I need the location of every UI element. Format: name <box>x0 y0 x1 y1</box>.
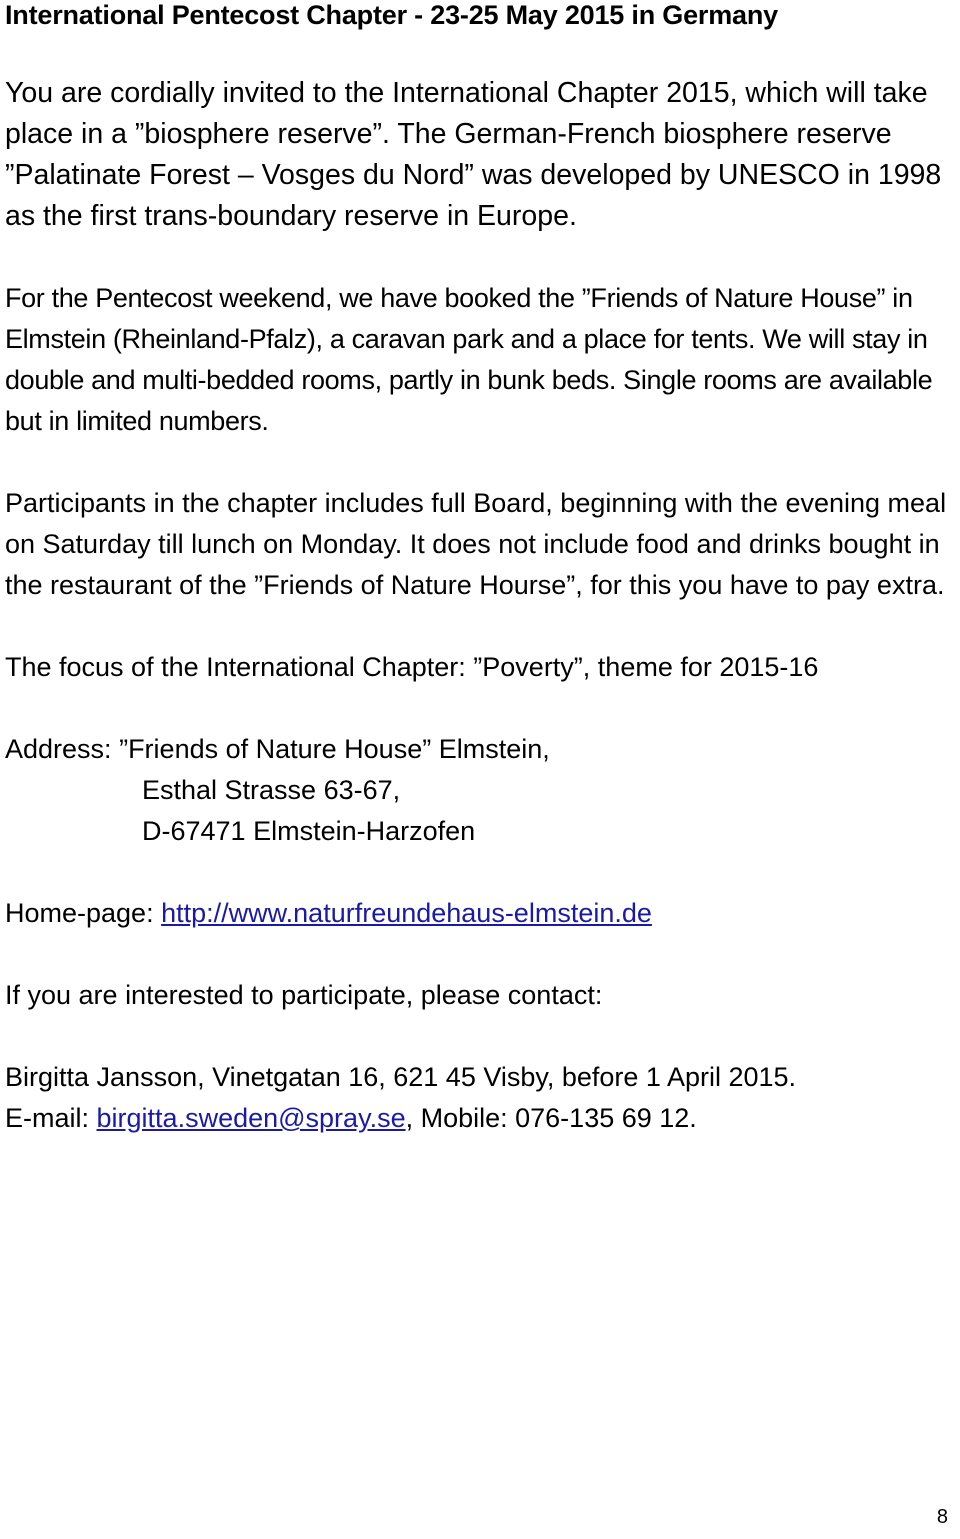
contact-block <box>5 1057 955 1139</box>
address-line-2: Esthal Strasse 63-67, <box>142 775 401 805</box>
email-label: E-mail: <box>5 1103 90 1133</box>
contact-prompt: If you are interested to participate, please contact: <box>5 980 603 1010</box>
document-title: International Pentecost Chapter - 23-25 May 2015 in Germany <box>5 0 778 30</box>
address-line-3: D-67471 Elmstein-Harzofen <box>142 816 476 846</box>
contact-line-1: Birgitta Jansson, Vinetgatan 16, 621 45 Visby, before 1 April 2015. <box>5 1062 797 1092</box>
homepage-label: Home-page: <box>5 898 154 928</box>
address-line-1: ”Friends of Nature House” Elmstein, <box>119 734 550 764</box>
address-block <box>5 729 955 852</box>
homepage-link[interactable]: http://www.naturfreundehaus-elmstein.de <box>161 898 652 928</box>
contact-line-2 <box>5 1098 955 1139</box>
email-link[interactable]: birgitta.sweden@spray.se <box>96 1103 406 1133</box>
page-number: 8 <box>936 1506 948 1528</box>
document-page <box>5 0 955 1139</box>
focus-paragraph: The focus of the International Chapter: ”Poverty”, theme for 2015-16 <box>5 652 819 682</box>
accommodation-paragraph: For the Pentecost weekend, we have booked the ”Friends of Nature House” in Elmstein (Rheinland-Pfalz), a caravan park and a place for tents. We will stay in double and multi-bedded rooms, partly in bunk beds. Single rooms are available but in limited numbers. <box>5 283 933 436</box>
address-label: Address: <box>5 734 112 764</box>
board-paragraph: Participants in the chapter includes full Board, beginning with the evening meal on Saturday till lunch on Monday. It does not include food and drinks bought in the restaurant of the ”Friends of Nature Hourse”, for this you have to pay extra. <box>5 488 947 600</box>
mobile-text: , Mobile: 076-135 69 12. <box>405 1103 697 1133</box>
homepage-line <box>5 893 955 934</box>
intro-paragraph: You are cordially invited to the International Chapter 2015, which will take place in a ”biosphere reserve”. The German-French biosphere reserve ”Palatinate Forest – Vosges du Nord” was developed by UNESCO in 1998 as the first trans-boundary reserve in Europe. <box>5 77 942 232</box>
